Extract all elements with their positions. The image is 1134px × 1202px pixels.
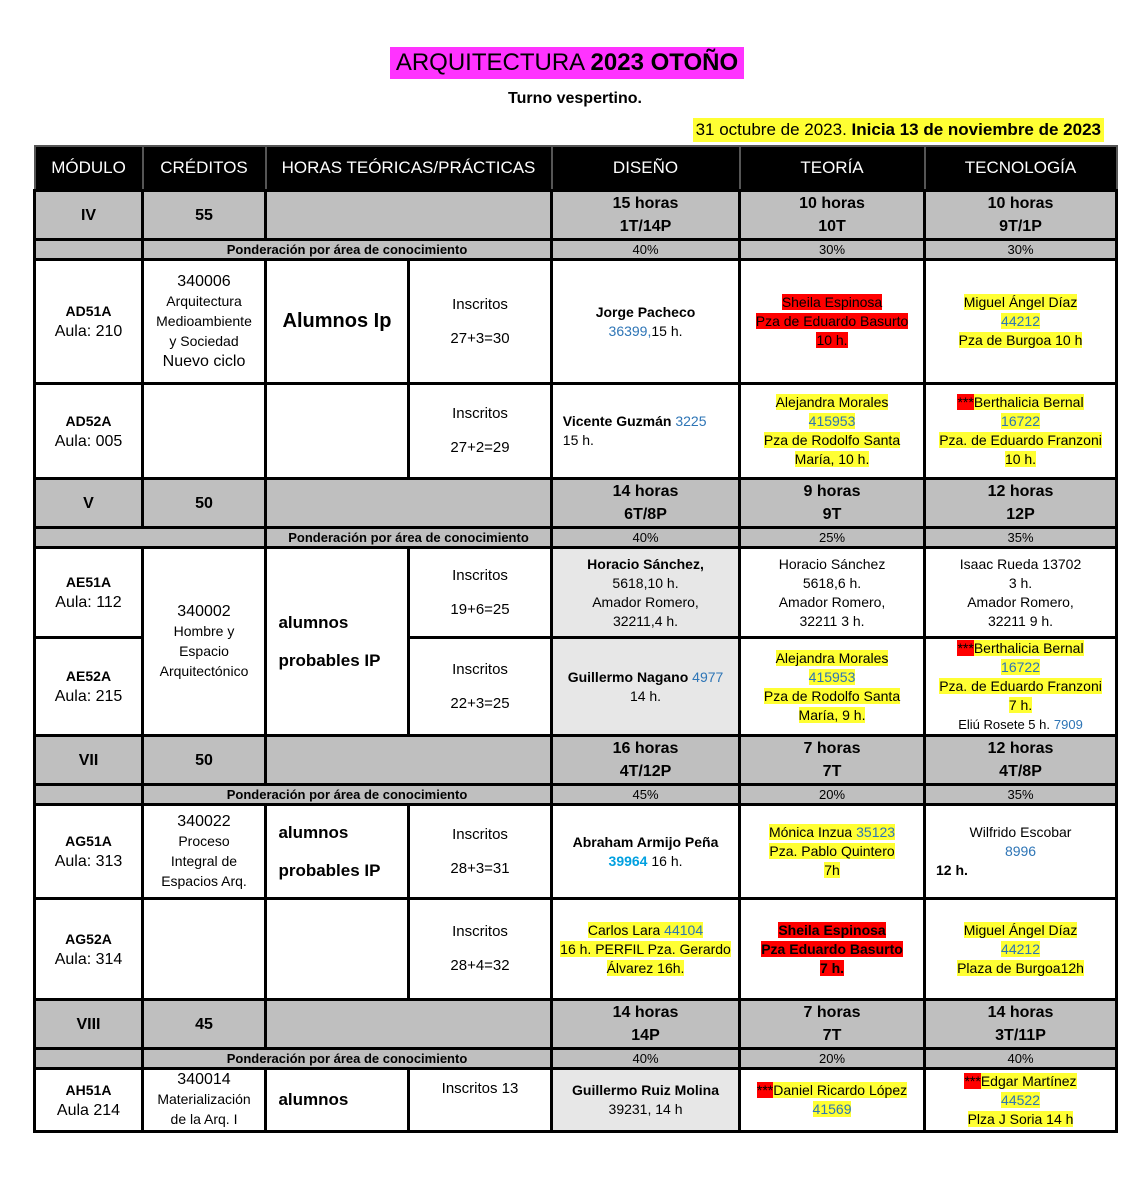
label-line: probables IP bbox=[278, 860, 381, 880]
teacher-hours: 10 h. bbox=[1004, 451, 1037, 467]
page-title bbox=[390, 47, 744, 79]
pond-diseno: 45% bbox=[552, 785, 740, 805]
teacher-name: Alejandra Morales bbox=[775, 394, 889, 410]
teacher-id: 35123 bbox=[856, 824, 896, 840]
teoria-hours: 7 horas bbox=[803, 740, 861, 757]
group-label-empty bbox=[266, 384, 409, 479]
course-line: Arquitectura bbox=[166, 292, 242, 309]
priority-stars: *** bbox=[957, 394, 974, 410]
diseno-hours: 14 horas bbox=[612, 1004, 679, 1021]
tecnologia-teacher bbox=[925, 384, 1117, 479]
group-label-empty bbox=[266, 899, 409, 1000]
module-name: VII bbox=[35, 736, 143, 785]
teacher-name: Miguel Ángel Díaz bbox=[963, 921, 1078, 938]
pond-label: Ponderación por área de conocimiento bbox=[143, 240, 552, 260]
course-info-empty bbox=[143, 899, 266, 1000]
diseno-hours: 15 horas bbox=[612, 195, 679, 212]
diseno-teacher bbox=[552, 638, 740, 736]
course-code: 340006 bbox=[177, 272, 231, 290]
inscritos-label: Inscritos bbox=[452, 660, 508, 678]
teacher-name: Berthalicia Bernal bbox=[973, 640, 1084, 656]
module-diseno bbox=[552, 1000, 740, 1049]
module-tecnologia bbox=[925, 736, 1117, 785]
teacher-id: 39964 bbox=[608, 852, 648, 869]
tecnologia-teacher bbox=[925, 899, 1117, 1000]
tecnologia-teacher bbox=[925, 260, 1117, 384]
group-id: AG52A bbox=[65, 930, 112, 947]
module-diseno bbox=[552, 736, 740, 785]
teacher-hours: 10 h. bbox=[816, 332, 848, 348]
pond-empty bbox=[35, 528, 266, 548]
group-code bbox=[35, 638, 143, 736]
tecnologia-teacher bbox=[925, 805, 1117, 899]
teoria-split: 9T bbox=[822, 506, 842, 523]
teacher-name: Vicente Guzmán bbox=[562, 413, 672, 429]
pond-teoria: 20% bbox=[740, 1049, 925, 1069]
extra-teacher: Eliú Rosete 5 h. bbox=[958, 717, 1050, 732]
teacher-hours: 7h bbox=[824, 862, 840, 878]
pond-row-viii bbox=[35, 1049, 1117, 1069]
teacher-id: 16722 bbox=[1001, 659, 1040, 675]
pond-row-iv bbox=[35, 240, 1117, 260]
group-code bbox=[35, 1069, 143, 1132]
group-id: AG51A bbox=[65, 833, 112, 849]
teacher-hours: 15 h. bbox=[651, 322, 683, 339]
teacher-plaza: Plza J Soria 14 h bbox=[967, 1110, 1074, 1127]
teoria-hours: 7 horas bbox=[803, 1004, 861, 1021]
teoria-teacher bbox=[740, 899, 925, 1000]
group-code bbox=[35, 899, 143, 1000]
group-label bbox=[266, 805, 409, 899]
course-code: 340022 bbox=[177, 812, 231, 830]
date-prefix: 31 octubre de 2023. bbox=[695, 120, 852, 139]
pond-diseno: 40% bbox=[552, 240, 740, 260]
inscritos-label: Inscritos bbox=[452, 295, 508, 313]
module-credits: 50 bbox=[143, 479, 266, 528]
teacher-id: 44522 bbox=[1001, 1091, 1040, 1108]
inscritos-count: 28+4=32 bbox=[450, 957, 510, 974]
course-line: Espacios Arq. bbox=[161, 872, 247, 889]
course-line: Medioambiente bbox=[156, 312, 252, 329]
teoria-split: 7T bbox=[822, 1027, 842, 1044]
col-horas: HORAS TEÓRICAS/PRÁCTICAS bbox=[266, 146, 552, 191]
teacher-plaza: 16 h. PERFIL Pza. Gerardo bbox=[560, 940, 731, 957]
inscritos-cell bbox=[409, 805, 552, 899]
teacher-name: Horacio Sánchez bbox=[778, 555, 886, 572]
group-id: AH51A bbox=[65, 1081, 112, 1098]
teacher-id: 44212 bbox=[1001, 313, 1040, 329]
module-row-viii bbox=[35, 1000, 1117, 1049]
inscritos-cell bbox=[409, 548, 552, 638]
module-row-iv bbox=[35, 191, 1117, 240]
diseno-hours: 16 horas bbox=[612, 740, 679, 757]
diseno-teacher bbox=[552, 805, 740, 899]
module-teoria bbox=[740, 479, 925, 528]
teacher-hours: 15 h. bbox=[562, 432, 594, 448]
teacher-name: Berthalicia Bernal bbox=[973, 394, 1084, 410]
teacher-plaza: Pza de Eduardo Basurto bbox=[755, 313, 909, 329]
teacher-id: 415953 bbox=[808, 413, 856, 429]
inscritos-count: 28+3=31 bbox=[450, 859, 510, 877]
group-code bbox=[35, 548, 143, 638]
course-line: de la Arq. I bbox=[170, 1111, 238, 1127]
pond-diseno: 40% bbox=[552, 1049, 740, 1069]
module-name: IV bbox=[35, 191, 143, 240]
teacher-name: Alejandra Morales bbox=[775, 649, 889, 666]
teacher-name: Amador Romero, bbox=[778, 593, 886, 610]
pond-teoria: 25% bbox=[740, 528, 925, 548]
pond-teoria: 30% bbox=[740, 240, 925, 260]
pond-diseno: 40% bbox=[552, 528, 740, 548]
teacher-id: 3225 bbox=[675, 413, 707, 429]
priority-stars: *** bbox=[957, 640, 974, 656]
course-line: Proceso bbox=[178, 832, 230, 849]
group-row-ae51a bbox=[35, 548, 1117, 638]
title-prefix: ARQUITECTURA bbox=[395, 49, 591, 76]
inscritos-cell bbox=[409, 899, 552, 1000]
teacher-hours: 7 h. bbox=[819, 959, 845, 976]
module-tecnologia bbox=[925, 479, 1117, 528]
label-line: alumnos bbox=[278, 822, 349, 842]
teacher-plaza: María, 9 h. bbox=[798, 706, 866, 723]
date-line bbox=[693, 118, 1104, 142]
col-tecnologia: TECNOLOGÍA bbox=[925, 146, 1117, 191]
teacher-plaza: Plaza de Burgoa12h bbox=[957, 959, 1084, 976]
diseno-teacher bbox=[552, 384, 740, 479]
teacher-hours: 32211 9 h. bbox=[987, 612, 1054, 629]
module-hours-empty bbox=[266, 479, 552, 528]
title-wrap bbox=[0, 47, 1134, 79]
course-line: Materialización bbox=[157, 1091, 251, 1107]
inscritos-label: Inscritos bbox=[452, 405, 508, 422]
teacher-name: Jorge Pacheco bbox=[595, 303, 696, 320]
group-label: Alumnos Ip bbox=[266, 260, 409, 384]
tecnologia-split: 4T/8P bbox=[999, 763, 1042, 780]
teacher-name: Mónica Inzua bbox=[768, 824, 853, 840]
course-line: Arquitectónico bbox=[159, 662, 249, 679]
label-line: probables IP bbox=[278, 650, 381, 670]
course-info bbox=[143, 805, 266, 899]
teacher-name: Wilfrido Escobar bbox=[969, 824, 1072, 840]
teoria-teacher bbox=[740, 548, 925, 638]
teacher-name: Abraham Armijo Peña bbox=[572, 833, 719, 850]
course-line: y Sociedad bbox=[169, 332, 239, 349]
col-teoria: TEORÍA bbox=[740, 146, 925, 191]
inscritos-cell: Inscritos 13 bbox=[409, 1069, 552, 1132]
course-code: 340014 bbox=[177, 1071, 231, 1088]
teacher-name: Isaac Rueda 13702 bbox=[959, 555, 1082, 572]
course-code: 340002 bbox=[177, 602, 231, 620]
teacher-name: Sheila Espinosa bbox=[778, 921, 886, 938]
teacher-hours: 14 h. bbox=[629, 687, 662, 704]
teacher-name: Guillermo Ruiz Molina bbox=[572, 1082, 720, 1098]
teacher-plaza: Pza. de Eduardo Franzoni bbox=[939, 432, 1102, 448]
teacher-plaza: Pza. Pablo Quintero bbox=[769, 843, 895, 859]
inscritos-count: 27+3=30 bbox=[450, 329, 510, 347]
course-info bbox=[143, 260, 266, 384]
teacher-name: Amador Romero, bbox=[967, 593, 1074, 610]
header-row bbox=[35, 146, 1117, 191]
course-line: Espacio bbox=[179, 642, 229, 659]
diseno-teacher bbox=[552, 260, 740, 384]
diseno-teacher bbox=[552, 548, 740, 638]
teacher-plaza: Álvarez 16h. bbox=[606, 959, 685, 976]
teacher-name: Miguel Ángel Díaz bbox=[963, 294, 1078, 310]
teacher-name: Amador Romero, bbox=[592, 593, 699, 610]
module-row-vii bbox=[35, 736, 1117, 785]
inscritos-count: 27+2=29 bbox=[450, 439, 510, 456]
module-hours-empty bbox=[266, 736, 552, 785]
group-code bbox=[35, 260, 143, 384]
tecnologia-hours: 12 horas bbox=[987, 740, 1054, 757]
priority-stars: *** bbox=[964, 1072, 981, 1089]
teacher-plaza: Pza. de Eduardo Franzoni bbox=[939, 678, 1102, 694]
group-id: AE52A bbox=[65, 668, 112, 684]
teacher-hours: 12 h. bbox=[936, 862, 968, 878]
tecnologia-split: 12P bbox=[1006, 506, 1035, 523]
teoria-hours: 9 horas bbox=[803, 483, 861, 500]
group-aula: Aula 214 bbox=[56, 1101, 121, 1119]
inscritos-cell bbox=[409, 260, 552, 384]
pond-tecnologia: 35% bbox=[925, 785, 1117, 805]
course-cycle: Nuevo ciclo bbox=[162, 352, 246, 370]
pond-empty bbox=[35, 785, 143, 805]
teoria-hours: 10 horas bbox=[799, 195, 865, 212]
teoria-teacher bbox=[740, 384, 925, 479]
group-label bbox=[266, 1069, 409, 1132]
teoria-teacher bbox=[740, 1069, 925, 1132]
teacher-name: Edgar Martínez bbox=[980, 1072, 1077, 1089]
pond-row-vii bbox=[35, 785, 1117, 805]
teacher-plaza: Pza de Burgoa 10 h bbox=[958, 332, 1083, 348]
priority-stars: *** bbox=[756, 1082, 774, 1098]
teoria-split: 10T bbox=[818, 218, 846, 235]
pond-label: Ponderación por área de conocimiento bbox=[143, 1049, 552, 1069]
teacher-name: Carlos Lara bbox=[587, 921, 661, 938]
teacher-plaza: María, 10 h. bbox=[794, 451, 870, 467]
module-tecnologia bbox=[925, 1000, 1117, 1049]
tecnologia-split: 3T/11P bbox=[995, 1027, 1046, 1044]
group-row-ad52a bbox=[35, 384, 1117, 479]
diseno-split: 1T/14P bbox=[619, 218, 672, 235]
diseno-hours: 14 horas bbox=[612, 483, 679, 500]
teacher-plaza: Pza de Rodolfo Santa bbox=[763, 687, 901, 704]
col-modulo: MÓDULO bbox=[35, 146, 143, 191]
module-diseno bbox=[552, 479, 740, 528]
inscritos-label: Inscritos bbox=[452, 825, 508, 843]
group-aula: Aula: 005 bbox=[54, 432, 123, 450]
inscritos-cell bbox=[409, 638, 552, 736]
group-row-ag51a bbox=[35, 805, 1117, 899]
group-row-ah51a bbox=[35, 1069, 1117, 1132]
diseno-teacher bbox=[552, 899, 740, 1000]
teoria-teacher bbox=[740, 260, 925, 384]
pond-row-v bbox=[35, 528, 1117, 548]
pond-empty bbox=[35, 1049, 143, 1069]
tecnologia-teacher bbox=[925, 548, 1117, 638]
extra-teacher-id: 7909 bbox=[1053, 717, 1083, 732]
module-teoria bbox=[740, 191, 925, 240]
module-tecnologia bbox=[925, 191, 1117, 240]
group-code bbox=[35, 384, 143, 479]
group-aula: Aula: 215 bbox=[54, 688, 123, 705]
teacher-hours: 39231, 14 h bbox=[608, 1101, 683, 1117]
teacher-id: 44104 bbox=[664, 921, 704, 938]
course-info bbox=[143, 548, 266, 736]
teacher-hours: 32211 3 h. bbox=[799, 612, 865, 629]
diseno-split: 4T/12P bbox=[619, 763, 672, 780]
teacher-plaza: Pza de Rodolfo Santa bbox=[763, 432, 901, 448]
teoria-teacher bbox=[740, 638, 925, 736]
tecnologia-teacher bbox=[925, 638, 1117, 736]
course-info-empty bbox=[143, 384, 266, 479]
teoria-teacher bbox=[740, 805, 925, 899]
tecnologia-split: 9T/1P bbox=[999, 218, 1042, 235]
teacher-name: Guillermo Nagano bbox=[567, 668, 689, 685]
pond-teoria: 20% bbox=[740, 785, 925, 805]
module-hours-empty bbox=[266, 191, 552, 240]
course-info bbox=[143, 1069, 266, 1132]
label-line: alumnos bbox=[278, 612, 349, 632]
inscritos-cell bbox=[409, 384, 552, 479]
teacher-id: 415953 bbox=[808, 668, 856, 685]
pond-tecnologia: 30% bbox=[925, 240, 1117, 260]
module-row-v bbox=[35, 479, 1117, 528]
group-label bbox=[266, 548, 409, 736]
module-name: VIII bbox=[35, 1000, 143, 1049]
teacher-id: 36399, bbox=[608, 322, 652, 339]
group-aula: Aula: 210 bbox=[54, 323, 123, 340]
group-code bbox=[35, 805, 143, 899]
group-id: AD51A bbox=[65, 303, 112, 319]
module-credits: 50 bbox=[143, 736, 266, 785]
teacher-id: 8996 bbox=[1004, 843, 1037, 859]
teacher-hours: 3 h. bbox=[1008, 574, 1033, 591]
group-id: AE51A bbox=[65, 574, 112, 590]
date-start: Inicia 13 de noviembre de 2023 bbox=[851, 120, 1101, 139]
tecnologia-hours: 10 horas bbox=[987, 195, 1054, 212]
inscritos-count: 22+3=25 bbox=[450, 694, 510, 712]
module-credits: 55 bbox=[143, 191, 266, 240]
diseno-teacher bbox=[552, 1069, 740, 1132]
group-row-ag52a bbox=[35, 899, 1117, 1000]
tecnologia-teacher bbox=[925, 1069, 1117, 1132]
module-teoria bbox=[740, 1000, 925, 1049]
pond-label: Ponderación por área de conocimiento bbox=[266, 528, 552, 548]
inscritos-label: Inscritos bbox=[452, 923, 508, 940]
group-aula: Aula: 314 bbox=[54, 950, 123, 968]
col-creditos: CRÉDITOS bbox=[143, 146, 266, 191]
course-line: Hombre y bbox=[173, 622, 235, 639]
col-diseno: DISEÑO bbox=[552, 146, 740, 191]
course-line: Integral de bbox=[170, 852, 238, 869]
title-bold: 2023 OTOÑO bbox=[590, 49, 739, 76]
label-line: alumnos bbox=[278, 1090, 349, 1109]
teoria-split: 7T bbox=[822, 763, 842, 780]
module-hours-empty bbox=[266, 1000, 552, 1049]
tecnologia-hours: 14 horas bbox=[987, 1004, 1054, 1021]
inscritos-count: 19+6=25 bbox=[450, 600, 510, 618]
module-credits: 45 bbox=[143, 1000, 266, 1049]
group-row-ad51a bbox=[35, 260, 1117, 384]
teacher-hours: 5618,10 h. bbox=[612, 574, 679, 591]
teacher-name: Horacio Sánchez, bbox=[587, 555, 704, 572]
teacher-plaza: Pza Eduardo Basurto bbox=[761, 940, 903, 957]
group-id: AD52A bbox=[65, 412, 112, 429]
group-aula: Aula: 112 bbox=[55, 594, 122, 611]
teacher-id: 16722 bbox=[1001, 413, 1040, 429]
module-diseno bbox=[552, 191, 740, 240]
tecnologia-hours: 12 horas bbox=[987, 483, 1054, 500]
pond-tecnologia: 40% bbox=[925, 1049, 1117, 1069]
pond-tecnologia: 35% bbox=[925, 528, 1117, 548]
pond-empty bbox=[35, 240, 143, 260]
page-subtitle: Turno vespertino. bbox=[508, 90, 642, 107]
teacher-hours: 7 h. bbox=[1008, 697, 1033, 713]
inscritos-label: Inscritos bbox=[452, 566, 508, 584]
teacher-hours: 16 h. bbox=[651, 852, 683, 869]
pond-label: Ponderación por área de conocimiento bbox=[143, 785, 552, 805]
teacher-name: Sheila Espinosa bbox=[781, 294, 883, 310]
teacher-id: 4977 bbox=[692, 668, 724, 685]
teacher-hours: 32211,4 h. bbox=[612, 612, 679, 629]
group-aula: Aula: 313 bbox=[54, 853, 123, 870]
teacher-id: 41569 bbox=[812, 1101, 852, 1117]
teacher-name: Daniel Ricardo López bbox=[773, 1082, 908, 1098]
module-name: V bbox=[35, 479, 143, 528]
module-teoria bbox=[740, 736, 925, 785]
teacher-id: 44212 bbox=[1001, 940, 1040, 957]
diseno-split: 6T/8P bbox=[624, 506, 667, 523]
schedule-table bbox=[33, 145, 1118, 1133]
diseno-split: 14P bbox=[631, 1027, 660, 1044]
teacher-hours: 5618,6 h. bbox=[802, 574, 862, 591]
